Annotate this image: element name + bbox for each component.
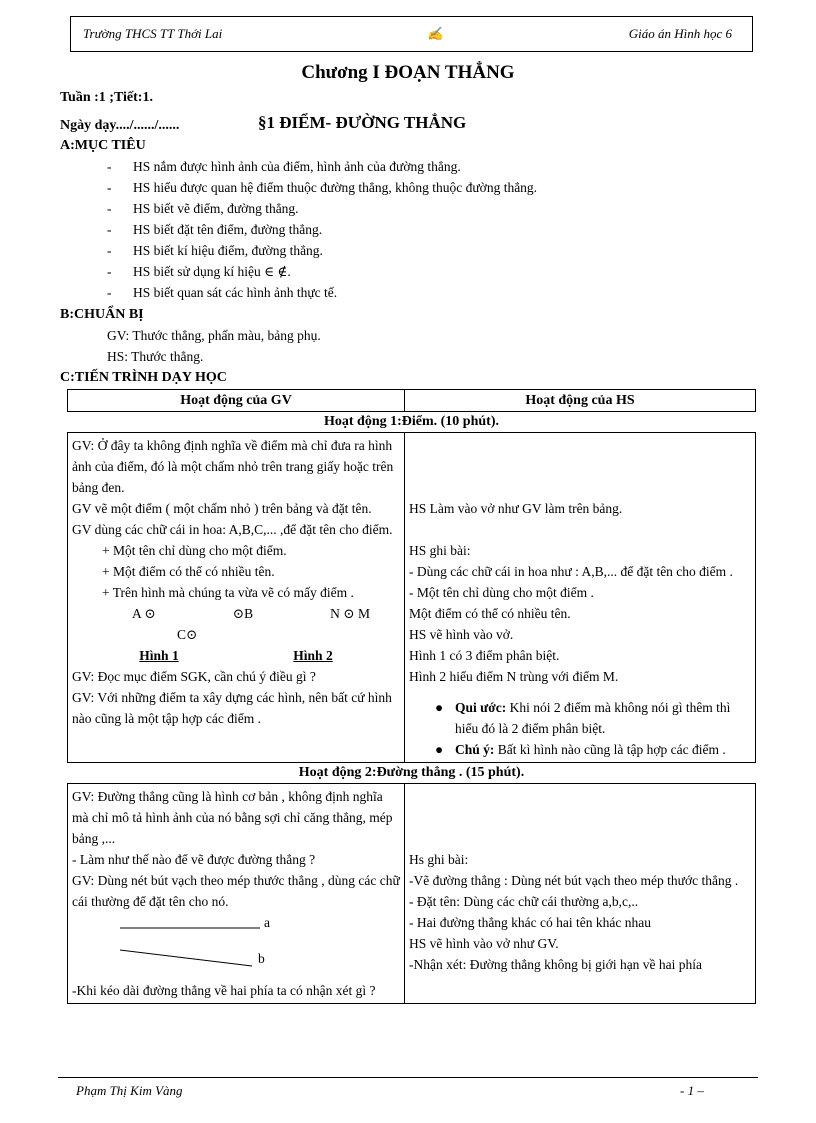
objective-item: - HS biết sử dụng kí hiệu ∈ ∉. xyxy=(107,264,291,279)
gv-text: GV: Đọc mục điểm SGK, cần chú ý điều gì ? xyxy=(72,669,316,684)
hs-text: Hình 2 hiểu điểm N trùng với điểm M. xyxy=(409,669,619,684)
header-school: Trường THCS TT Thới Lai xyxy=(83,26,223,41)
gv-point: + Một tên chỉ dùng cho một điểm. xyxy=(102,543,287,558)
objective-item: - HS biết vẽ điểm, đường thẳng. xyxy=(107,201,299,216)
activity-1-content xyxy=(68,433,756,763)
line-b-label: b xyxy=(258,951,265,966)
gv-text: GV vẽ một điểm ( một chấm nhỏ ) trên bảng và đặt tên. xyxy=(72,501,372,516)
objective-item: - HS biết đặt tên điểm, đường thẳng. xyxy=(107,222,323,237)
fig1-point-b: ⊙B xyxy=(232,606,254,621)
hs-text: HS vẽ hình vào vở. xyxy=(409,627,514,642)
activity-table xyxy=(67,389,756,1004)
prep-hs: HS: Thước thẳng. xyxy=(107,349,204,364)
activity-2-row xyxy=(68,763,756,784)
hs-text: Một điểm có thể có nhiều tên. xyxy=(409,606,571,621)
date-label: Ngày dạy..../....../...... xyxy=(60,118,180,133)
fig1-point-c: C⊙ xyxy=(177,627,198,642)
hs-column-1 xyxy=(405,433,756,763)
activity-1-title: Hoạt động 1:Điểm. (10 phút). xyxy=(68,412,756,433)
hs-text: HS vẽ hình vào vở như GV. xyxy=(409,936,559,951)
rule-text: Khi nói 2 điểm mà không nói gì thêm thì hiểu đó là 2 điểm phân biệt. xyxy=(455,700,731,736)
header-pen-icon: ✍ xyxy=(427,26,444,41)
note-text: Bất kì hình nào cũng là tập hợp các điểm . xyxy=(494,742,726,757)
bullet-icon: ● xyxy=(435,700,444,715)
note-label: Chú ý: xyxy=(455,742,495,757)
figure-captions xyxy=(72,645,400,666)
line-a-label: a xyxy=(264,915,270,930)
gv-text: GV: Dùng nét bút vạch theo mép thước thẳng , dùng các chữ cái thường để đặt tên cho nó. xyxy=(72,873,400,909)
footer-author: Phạm Thị Kim Vàng xyxy=(76,1083,183,1098)
objective-item: - HS biết kí hiệu điểm, đường thẳng. xyxy=(107,243,323,258)
fig2-points-nm: N ⊙ M xyxy=(330,606,370,621)
rule-label: Qui ước: xyxy=(455,700,507,715)
hs-text: -Vẽ đường thẳng : Dùng nét bút vạch theo mép thước thẳng . xyxy=(409,873,739,888)
spacer xyxy=(409,519,751,540)
week-label: Tuần :1 ;Tiết:1. xyxy=(60,90,153,105)
activity-1-row xyxy=(68,412,756,433)
gv-text: GV: Đường thẳng cũng là hình cơ bản , không định nghĩa mà chỉ mô tả hình ảnh của nó bằng sợi chỉ căng thẳng, mép bảng ,... xyxy=(72,789,393,846)
gv-column-2 xyxy=(68,784,405,1004)
hs-text: Hình 1 có 3 điểm phân biệt. xyxy=(409,648,560,663)
spacer xyxy=(409,687,751,697)
fig1-point-a: A ⊙ xyxy=(132,606,156,621)
gv-text: GV dùng các chữ cái in hoa: A,B,C,... ,để đặt tên cho điểm. xyxy=(72,522,393,537)
bullet-icon: ● xyxy=(435,742,444,757)
objective-item: - HS biết quan sát các hình ảnh thực tế. xyxy=(107,285,338,300)
hs-text: - Một tên chỉ dùng cho một điểm . xyxy=(409,585,594,600)
table-header-row xyxy=(68,390,756,412)
fig-caption-1: Hình 1 xyxy=(139,648,179,663)
header-subject: Giáo án Hình học 6 xyxy=(628,26,732,41)
hs-text: - Dùng các chữ cái in hoa như : A,B,... để đặt tên cho điểm . xyxy=(409,564,733,579)
lesson-title: §1 ĐIỂM- ĐƯỜNG THẲNG xyxy=(258,113,467,132)
gv-text: GV: Với những điểm ta xây dựng các hình, nên bất cứ hình nào cũng là một tập hợp các điểm . xyxy=(72,690,392,726)
line-b xyxy=(120,950,252,966)
prep-gv: GV: Thước thẳng, phấn màu, bảng phụ. xyxy=(107,328,321,343)
gv-text: GV: Ở đây ta không định nghĩa về điểm mà chỉ đưa ra hình ảnh của điểm, đó là một chấm nhỏ trên trang giấy hoặc trên bảng đen. xyxy=(72,438,394,495)
objective-item: - HS hiểu được quan hệ điểm thuộc đường thẳng, không thuộc đường thẳng. xyxy=(107,180,538,195)
chapter-title: Chương I ĐOẠN THẲNG xyxy=(301,62,515,83)
activity-2-title: Hoạt động 2:Đường thẳng . (15 phút). xyxy=(68,763,756,784)
col-header-gv: Hoạt động của GV xyxy=(68,390,405,412)
section-c-heading: C:TIẾN TRÌNH DẠY HỌC xyxy=(60,370,227,385)
gv-column-1 xyxy=(68,433,405,763)
section-b-heading: B:CHUẨN BỊ xyxy=(60,307,144,322)
hs-text: -Nhận xét: Đường thẳng không bị giới hạn về hai phía xyxy=(409,957,703,972)
spacer xyxy=(409,435,751,498)
hs-text: HS Làm vào vở như GV làm trên bảng. xyxy=(409,501,623,516)
col-header-hs: Hoạt động của HS xyxy=(405,390,756,412)
gv-point: + Trên hình mà chúng ta vừa vẽ có mấy điểm . xyxy=(102,585,354,600)
fig-caption-2: Hình 2 xyxy=(293,648,333,663)
footer-divider xyxy=(58,1077,758,1078)
rule-bullet xyxy=(409,697,751,739)
section-a-heading: A:MỤC TIÊU xyxy=(60,138,146,153)
note-bullet xyxy=(409,739,751,760)
hs-text: - Hai đường thẳng khác có hai tên khác nhau xyxy=(409,915,651,930)
gv-point: + Một điểm có thể có nhiều tên. xyxy=(102,564,275,579)
objective-item: - HS nắm được hình ảnh của điểm, hình ảnh của đường thẳng. xyxy=(107,159,461,174)
figure-points xyxy=(72,603,400,624)
hs-text: Hs ghi bài: xyxy=(409,852,469,867)
activity-2-content xyxy=(68,784,756,1004)
page-header xyxy=(70,16,753,52)
hs-text: HS ghi bài: xyxy=(409,543,471,558)
hs-column-2 xyxy=(405,784,756,1004)
line-figure xyxy=(72,912,400,980)
footer-page-number: - 1 – xyxy=(680,1083,704,1098)
hs-text: - Đặt tên: Dùng các chữ cái thường a,b,c,.. xyxy=(409,894,639,909)
gv-text: - Làm như thế nào để vẽ được đường thẳng ? xyxy=(72,852,316,867)
spacer xyxy=(409,786,751,849)
gv-text: -Khi kéo dài đường thẳng về hai phía ta có nhận xét gì ? xyxy=(72,983,376,998)
